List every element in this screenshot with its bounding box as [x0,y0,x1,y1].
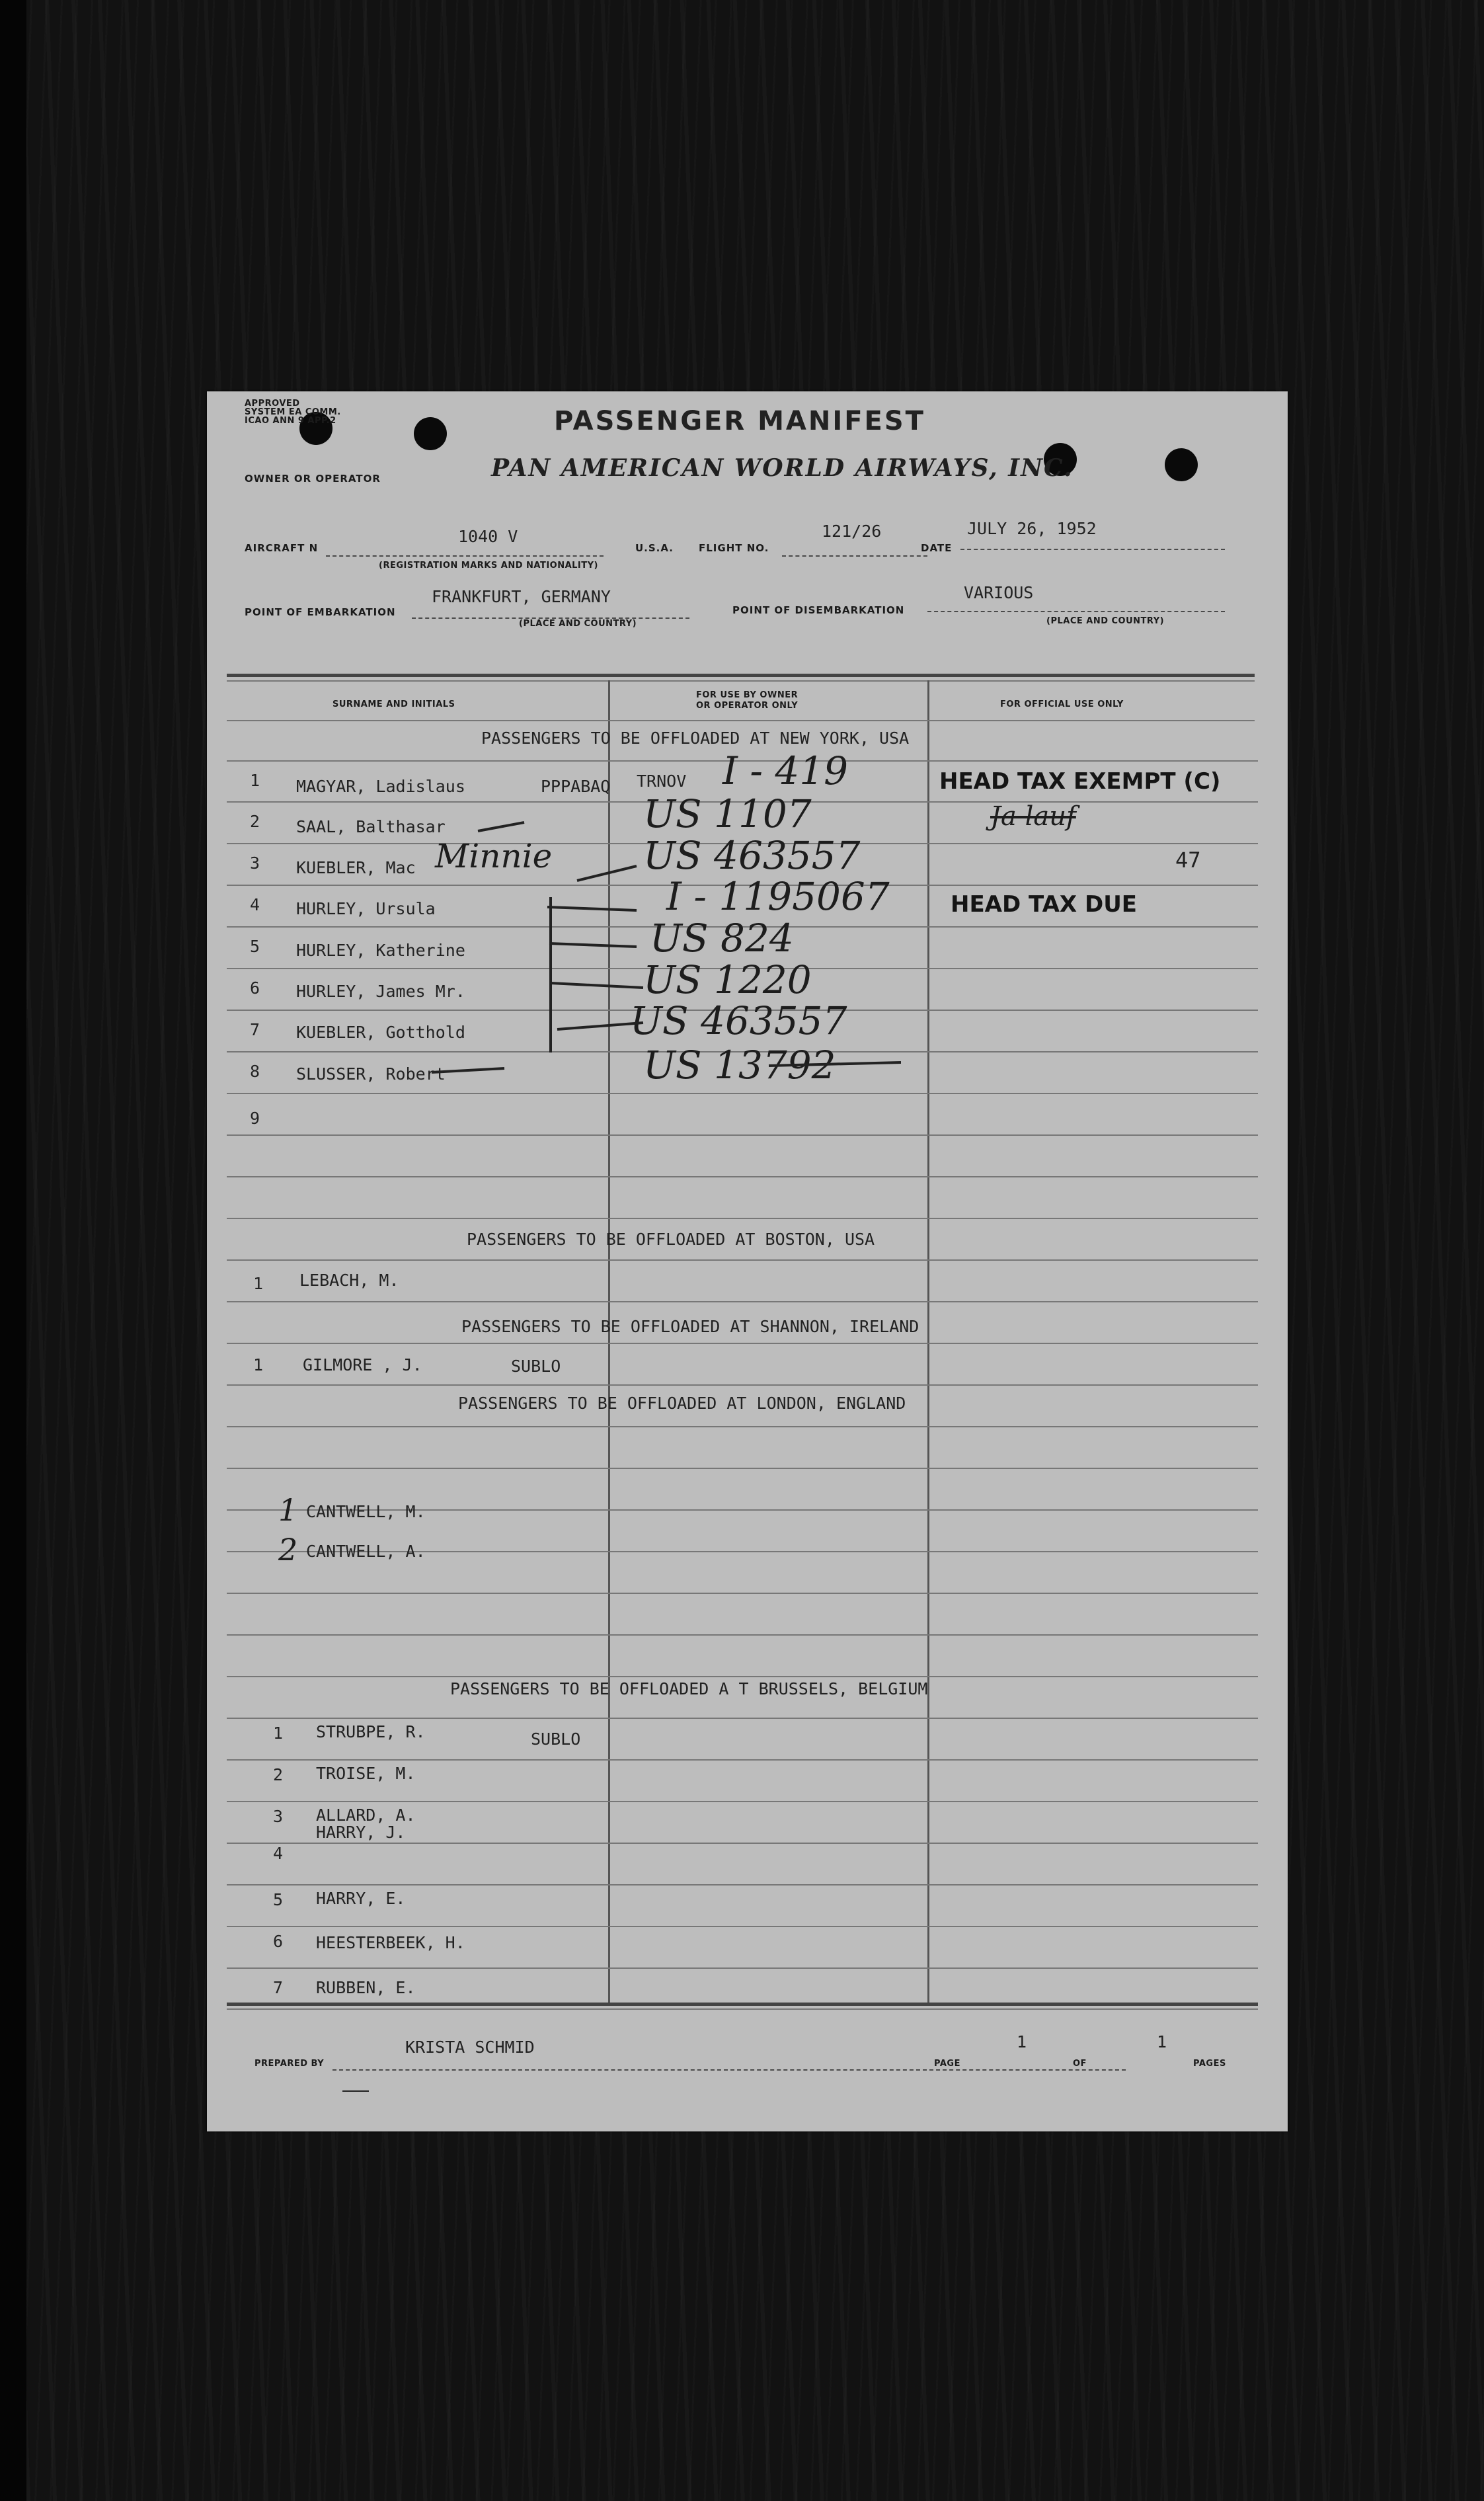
row-number: 7 [273,1978,284,1997]
passenger-name: KUEBLER, Mac [296,858,416,877]
column-header-surname: SURNAME AND INITIALS [332,699,455,709]
row-number: 1 [253,1355,264,1374]
handwritten-id: US 1107 [643,791,812,836]
field-line [960,549,1225,551]
handwritten-strokes [425,781,901,1092]
passenger-extra: SUBLO [511,1357,561,1376]
row-number: 4 [273,1844,284,1863]
pages-value: 1 [1157,2032,1167,2051]
row-number: 1 [273,1724,284,1743]
stamp-head-tax-exempt: HEAD TAX EXEMPT (C) [939,768,1221,795]
row-line [227,1176,1258,1177]
handwritten-id: I - 419 [722,748,849,793]
embark-sub: (PLACE AND COUNTRY) [519,619,637,629]
row-line [227,1843,1258,1844]
passenger-extra: PPPABAQ [541,777,611,796]
of-label: OF [1073,2059,1087,2069]
disembark-label: POINT OF DISEMBARKATION [732,604,905,616]
row-number: 7 [250,1020,260,1039]
field-line [782,555,927,558]
passenger-name: HARRY, J. [316,1823,406,1842]
field-line [332,2069,1126,2072]
row-line [227,1468,1258,1469]
passenger-name: HURLEY, Katherine [296,941,465,960]
column-header-official: FOR OFFICIAL USE ONLY [1000,699,1124,709]
row-number: 3 [273,1807,284,1826]
row-number: 5 [250,937,260,956]
passenger-name: GILMORE , J. [303,1355,422,1374]
row-number: 4 [250,895,260,914]
pages-label: PAGES [1193,2059,1226,2069]
row-line [227,1093,1258,1094]
row-line [227,1718,1258,1719]
row-line [227,1676,1258,1677]
row-number: 2 [278,1532,298,1568]
row-number: 6 [273,1932,284,1951]
handwritten-id: US 13792 [643,1043,836,1088]
passenger-name: SLUSSER, Robert [296,1064,446,1084]
approval-note: APPROVED SYSTEM EA COMM. ICAO ANN 9 APP.2 [245,399,341,426]
column-header-owner: FOR USE BY OWNER [696,690,799,700]
row-number: 1 [250,771,260,790]
passenger-name: CANTWELL, A. [306,1542,426,1561]
section-shannon: PASSENGERS TO BE OFFLOADED AT SHANNON, IRELAND [461,1317,919,1336]
row-line [227,1926,1258,1927]
row-number: 8 [250,1062,260,1081]
punch-hole [414,417,447,450]
handwritten-name: Minnie [435,837,553,875]
passenger-name: HARRY, E. [316,1889,406,1908]
row-line [227,1343,1258,1344]
row-line [227,1884,1258,1886]
passenger-name: SAAL, Balthasar [296,817,446,836]
table-bottom-border [227,2003,1258,2006]
row-line [227,1967,1258,1969]
passenger-name: LEBACH, M. [299,1271,399,1290]
aircraft-value: 1040 V [458,527,518,546]
passenger-name: RUBBEN, E. [316,1978,416,1997]
row-number: 2 [250,812,260,831]
disembark-value: VARIOUS [964,583,1034,602]
handwritten-id: US 463557 [630,998,847,1043]
table-top-border [227,680,1255,682]
passenger-name: HEESTERBEEK, H. [316,1933,465,1952]
official-scribble: Ja lauf [990,801,1076,832]
table-top-border [227,674,1255,677]
aircraft-label: AIRCRAFT N [245,542,319,554]
handwritten-id: US 824 [650,916,794,961]
scan-edge [0,0,26,2501]
manifest-sheet [207,391,1288,2131]
passenger-name: HURLEY, James Mr. [296,982,465,1001]
row-line [227,1593,1258,1594]
flight-label: FLIGHT NO. [699,542,769,554]
row-line [227,1384,1258,1386]
passenger-name: HURLEY, Ursula [296,899,436,918]
handwritten-id: US 463557 [643,833,861,878]
row-line [227,1801,1258,1802]
passenger-name: ALLARD, A. [316,1806,416,1825]
row-number: 1 [253,1274,264,1293]
date-value: JULY 26, 1952 [967,519,1097,538]
punch-hole [1165,448,1198,481]
row-number: 9 [250,1109,260,1128]
passenger-name: TROISE, M. [316,1764,416,1783]
operator-code: TRNOV [637,772,687,791]
embark-value: FRANKFURT, GERMANY [432,587,611,606]
usa-label: U.S.A. [635,542,674,554]
embark-label: POINT OF EMBARKATION [245,606,396,618]
row-line [227,1634,1258,1636]
row-line [227,1759,1258,1761]
flight-value: 121/26 [822,522,882,541]
passenger-name: MAGYAR, Ladislaus [296,777,465,796]
prepared-label: PREPARED BY [254,2059,325,2069]
page-value: 1 [1017,2032,1027,2051]
section-london: PASSENGERS TO BE OFFLOADED AT LONDON, ENGLAND [458,1394,906,1413]
row-number: 2 [273,1765,284,1784]
airline-name: PAN AMERICAN WORLD AIRWAYS, INC. [491,454,1074,482]
row-line [227,1301,1258,1302]
owner-label: OWNER OR OPERATOR [245,473,381,485]
disembark-sub: (PLACE AND COUNTRY) [1046,616,1165,626]
section-brussels: PASSENGERS TO BE OFFLOADED A T BRUSSELS, BELGIUM [450,1679,928,1698]
handwritten-id: I - 1195067 [666,874,890,919]
date-label: DATE [921,542,953,554]
mark [342,2090,369,2092]
column-header-owner-2: OR OPERATOR ONLY [696,701,799,711]
row-number: 1 [278,1492,298,1528]
row-number: 6 [250,978,260,998]
official-number: 47 [1175,848,1201,873]
stamp-head-tax-due: HEAD TAX DUE [951,891,1138,918]
aircraft-sub: (REGISTRATION MARKS AND NATIONALITY) [379,561,598,571]
row-line [227,720,1255,721]
passenger-name: CANTWELL, M. [306,1502,426,1521]
row-number: 3 [250,854,260,873]
passenger-extra: SUBLO [531,1729,581,1749]
field-line [927,611,1225,614]
field-line [326,555,604,558]
row-line [227,1259,1258,1261]
section-new-york: PASSENGERS TO BE OFFLOADED AT NEW YORK, USA [481,729,910,748]
row-number: 5 [273,1890,284,1909]
passenger-name: STRUBPE, R. [316,1722,426,1741]
section-boston: PASSENGERS TO BE OFFLOADED AT BOSTON, USA [467,1230,875,1249]
row-line [227,1426,1258,1427]
row-line [227,1134,1258,1136]
page-title: PASSENGER MANIFEST [554,406,925,436]
table-bottom-border [227,2008,1258,2010]
row-line [227,1218,1258,1219]
page-label: PAGE [934,2059,960,2069]
passenger-name: KUEBLER, Gotthold [296,1023,465,1042]
prepared-value: KRISTA SCHMID [405,2038,535,2057]
handwritten-id: US 1220 [643,957,812,1002]
